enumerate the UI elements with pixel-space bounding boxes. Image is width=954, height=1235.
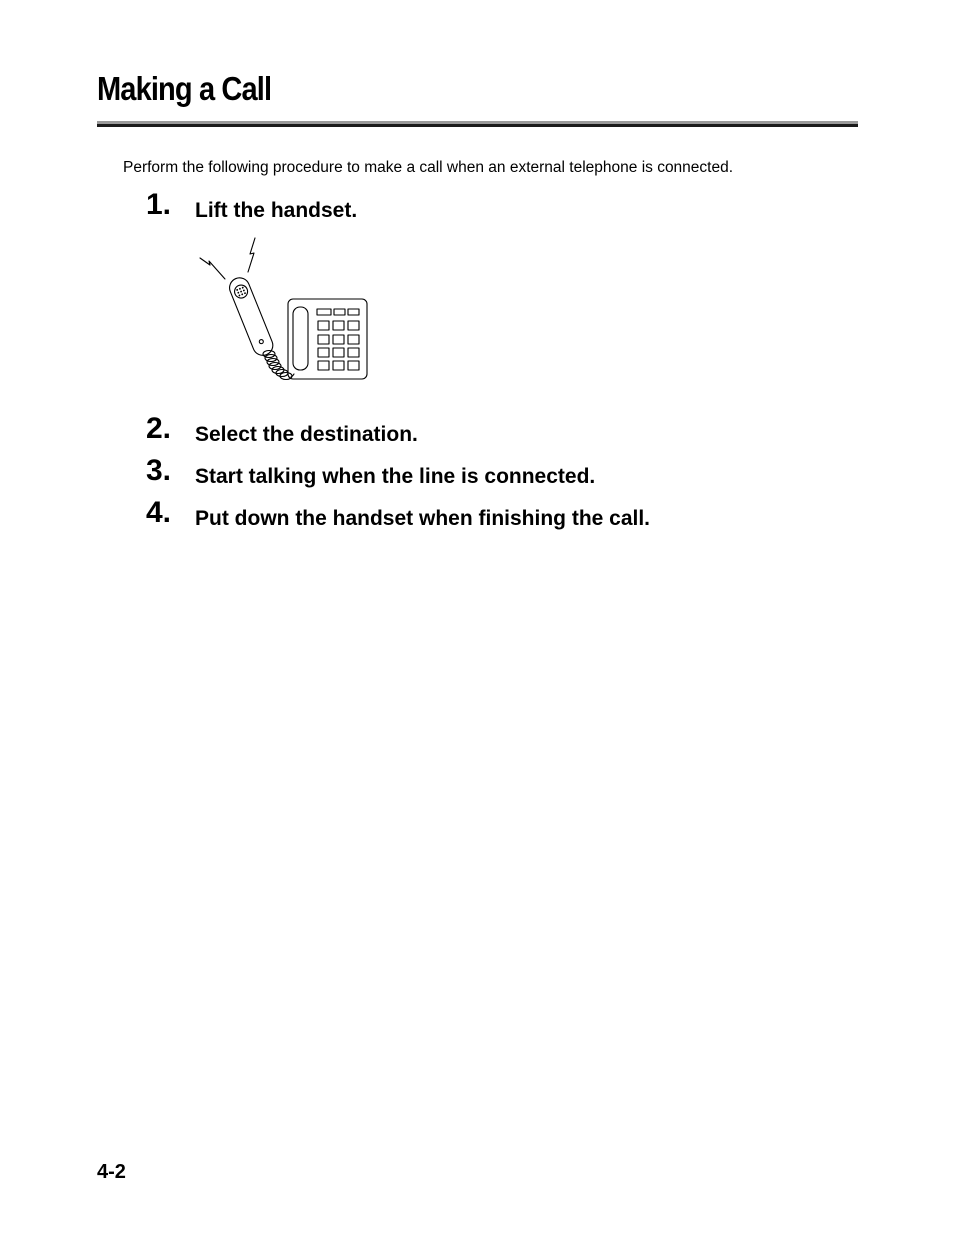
coiled-cord (263, 351, 294, 380)
intro-text: Perform the following procedure to make a call when an external telephone is connected. (123, 159, 734, 176)
page-number: 4-2 (97, 1161, 126, 1183)
step-text: Put down the handset when finishing the call. (195, 507, 651, 530)
step-number: 1. (146, 188, 172, 221)
step-number: 3. (146, 454, 172, 487)
step-text: Start talking when the line is connected. (195, 465, 596, 488)
title-divider (97, 121, 858, 127)
handset (227, 275, 276, 359)
ring-mark-left (200, 258, 225, 279)
telephone-handset-lifted-icon (196, 236, 371, 388)
phone-base (288, 299, 367, 379)
step-number: 4. (146, 496, 172, 529)
page-title: Making a Call (97, 70, 272, 107)
step-number: 2. (146, 412, 172, 445)
step-text: Select the destination. (195, 423, 418, 446)
step-text: Lift the handset. (195, 199, 358, 222)
ring-mark-top (248, 238, 255, 272)
